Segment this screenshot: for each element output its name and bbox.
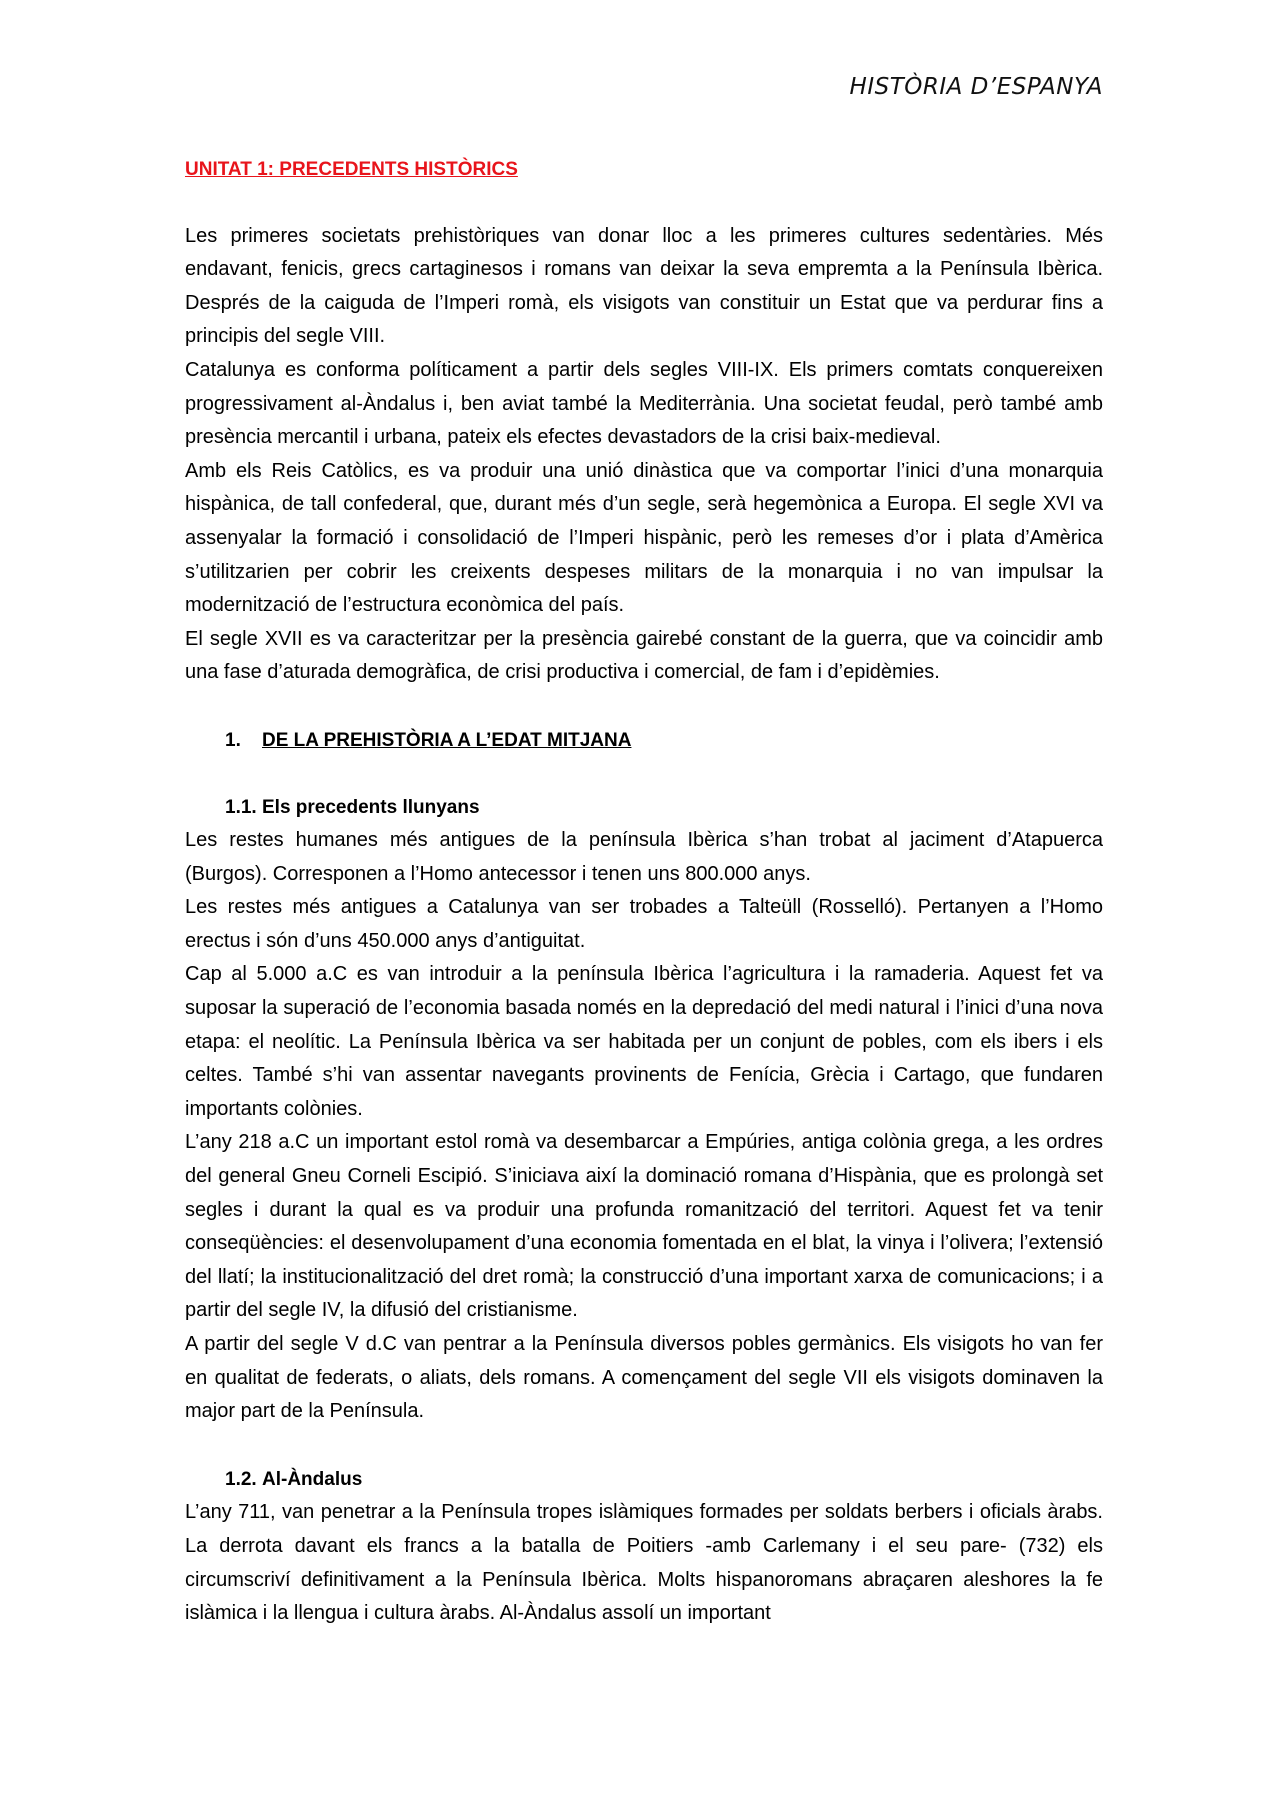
subsection-heading <box>225 791 1103 825</box>
unit-title: UNITAT 1: PRECEDENTS HISTÒRICS <box>185 159 518 180</box>
subsection-heading <box>225 1463 1103 1497</box>
subsection-title: Al-Àndalus <box>262 1468 363 1490</box>
section-title: DE LA PREHISTÒRIA A L’EDAT MITJANA <box>262 729 632 751</box>
body-paragraph: A partir del segle V d.C van pentrar a la Península diversos pobles germànics. Els visigots ho van fer en qualitat de federats, o aliats, dels romans. A començament del segle VII els visigots dominaven la major part de la Península. <box>185 1333 1103 1423</box>
intro-paragraph: Les primeres societats prehistòriques van donar lloc a les primeres cultures sedentàries. Més endavant, fenicis, grecs cartaginesos i romans van deixar la seva empremta a la Península Ibèrica. Després de la caiguda de l’Imperi romà, els visigots van constituir un Estat que va perdurar fins a principis del segle VIII. <box>185 224 1103 348</box>
page-header: HISTÒRIA D’ESPANYA <box>849 74 1103 100</box>
subsection-number: 1.2. <box>225 1468 257 1490</box>
intro-paragraph: Catalunya es conforma políticament a partir dels segles VIII-IX. Els primers comtats conquereixen progressivament al-Àndalus i, ben aviat també la Mediterrània. Una societat feudal, però també amb presència mercantil i urbana, pateix els efectes devastadors de la crisi baix-medieval. <box>185 358 1103 449</box>
subsection-number: 1.1. <box>225 796 257 818</box>
body-paragraph: Les restes humanes més antigues de la península Ibèrica s’han trobat al jaciment d’Atapuerca (Burgos). Corresponen a l’Homo antecessor i tenen uns 800.000 anys. <box>185 829 1103 885</box>
spacer <box>185 1429 1103 1463</box>
body-paragraph: L’any 218 a.C un important estol romà va desembarcar a Empúries, antiga colònia grega, a les ordres del general Gneu Corneli Escipió. S’iniciava així la dominació romana d’Hispània, que es prolongà set segles i durant la qual es va produir una profunda romanització del territori. Aquest fet va tenir conseqüències: el desenvolupament d’una economia fomentada en el blat, la vinya i l’olivera; l’extensió del llatí; la institucionalització del dret romà; la construcció d’una important xarxa de comunicacions; i a partir del segle IV, la difusió del cristianisme. <box>185 1131 1103 1322</box>
subsection-title: Els precedents llunyans <box>262 796 480 818</box>
intro-paragraph: Amb els Reis Catòlics, es va produir una unió dinàstica que va comportar l’inici d’una monarquia hispànica, de tall confederal, que, durant més d’un segle, serà hegemònica a Europa. El segle XVI va assenyalar la formació i consolidació de l’Imperi hispànic, però les remeses d’or i plata d’Amèrica s’utilitzarien per cobrir les creixents despeses militars de la monarquia i no van impulsar la modernització de l’estructura econòmica del país. <box>185 459 1103 617</box>
section-number: 1. <box>225 729 241 751</box>
section-heading <box>225 724 1103 758</box>
intro-paragraph: El segle XVII es va caracteritzar per la presència gairebé constant de la guerra, que va coincidir amb una fase d’aturada demogràfica, de crisi productiva i comercial, de fam i d’epidèmies. <box>185 627 1103 684</box>
body-paragraph: Cap al 5.000 a.C es van introduir a la península Ibèrica l’agricultura i la ramaderia. Aquest fet va suposar la superació de l’economia basada només en la depredació del medi natural i l’inici d’una nova etapa: el neolític. La Península Ibèrica va ser habitada per un conjunt de pobles, com els ibers i els celtes. També s’hi van assentar navegants provinents de Fenícia, Grècia i Cartago, que fundaren importants colònies. <box>185 963 1103 1120</box>
body-paragraph: Les restes més antigues a Catalunya van ser trobades a Talteüll (Rosselló). Pertanyen a l’Homo erectus i són d’uns 450.000 anys d’antiguitat. <box>185 896 1103 952</box>
document-body <box>185 153 1103 1631</box>
body-paragraph: L’any 711, van penetrar a la Península tropes islàmiques formades per soldats berbers i oficials àrabs. La derrota davant els francs a la batalla de Poitiers -amb Carlemany i el seu pare- (732) els circumscriví definitivament a la Península Ibèrica. Molts hispanoromans abraçaren aleshores la fe islàmica i la llengua i cultura àrabs. Al-Àndalus assolí un important <box>185 1501 1103 1625</box>
